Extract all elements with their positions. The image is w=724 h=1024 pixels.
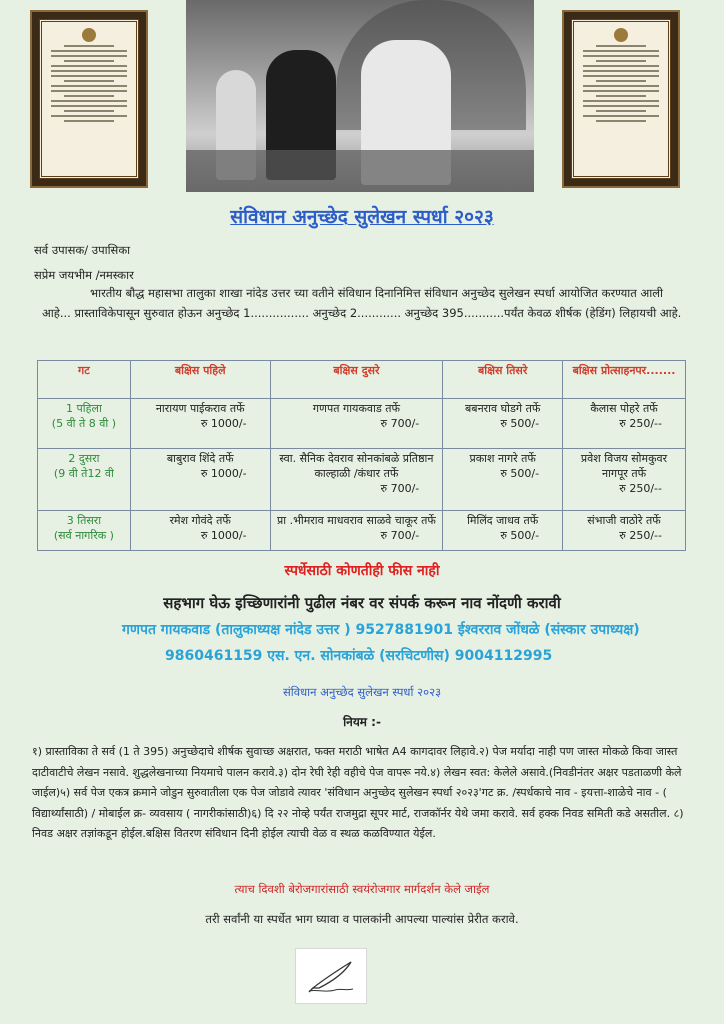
header-first-prize: बक्षिस पहिले — [130, 361, 270, 399]
prize-cell: मिलिंद जाधव तर्फे रु 500/- — [443, 511, 563, 551]
header-second-prize: बक्षिस दुसरे — [270, 361, 443, 399]
salutation: सर्व उपासक/ उपासिका — [34, 243, 131, 257]
prize-cell: नारायण पाईकराव तर्फे रु 1000/- — [130, 399, 270, 449]
greeting: सप्रेम जयभीम /नमस्कार — [34, 268, 134, 282]
prize-cell: संभाजी वाठोरे तर्फे रु 250/-- — [563, 511, 686, 551]
table-row — [38, 449, 686, 511]
prize-table-header — [38, 361, 686, 399]
contact-line-2: 9860461159 एस. एन. सोनकांबळे (सरचिटणीस) 9004112995 — [165, 648, 553, 664]
prize-cell: प्रवेश विजय सोमकुवर नागपूर तर्फे रु 250/-- — [563, 449, 686, 511]
prize-cell: कैलास पोहरे तर्फे रु 250/-- — [563, 399, 686, 449]
rules-text: १) प्रास्ताविका ते सर्व (1 ते 395) अनुच्छेदाचे शीर्षक सुवाच्छ अक्षरात, फक्त मराठी भाषेत A4 कागदावर लिहावे.२) पेज मर्यादा नाही पण जास्त मोकळे किवा जास्त दाटीवाटीचे लेखन नसावे. शुद्धलेखनाच्या नियमाचे पालन करावे.३) दोन रेघी रेही वहीचे पेज वापरू नये.४) लेखन स्वत: केलेले असावे.(निवडीनंतर अक्षर पडताळणी केले जाईल)५) सर्व पेज एकत्र क्रमाने जोडुन सुरुवातीला एक पेज जोडावे त्यावर 'संविधान अनुच्छेद सुलेखन स्पर्धा २०२३'गट क्र. /स्पर्धकाचे नाव - इयत्ता-शाळेचे नाव - ( विद्यार्थ्यांसाठी) / मोबाईल क्र- व्यवसाय ( नागरीकांसाठी)६) दि २२ नोव्हे पर्यंत राजमुद्रा सूपर मार्ट, राजकॉर्नर येथे जमा करावे. सर्व हक्क निवड समिती कडे असतील. ८) निवड अक्षर तज्ञांकडून होईल.बक्षिस वितरण संविधान दिनी होईल त्याची वेळ व स्थळ कळविण्यात येईल. — [32, 745, 684, 840]
prize-cell: स्वा. सैनिक देवराव सोनकांबळे प्रतिष्ठान काल्हाळी /कंधार तर्फे रु 700/- — [270, 449, 443, 511]
group-cell: 3 तिसरा (सर्व नागरिक ) — [38, 511, 131, 551]
no-fee-notice: स्पर्धेसाठी कोणतीही फीस नाही — [284, 563, 440, 579]
prize-cell: गणपत गायकवाड तर्फे रु 700/- — [270, 399, 443, 449]
historic-photo — [186, 0, 534, 192]
quill-pen-icon — [295, 948, 367, 1004]
header-consolation-prize: बक्षिस प्रोत्साहनपर....... — [563, 361, 686, 399]
header-group: गट — [38, 361, 131, 399]
constitution-preamble-image-right — [562, 10, 680, 188]
constitution-preamble-image-left — [30, 10, 148, 188]
career-guidance-notice: त्याच दिवशी बेरोजगारांसाठी स्वयंरोजगार मार्गदर्शन केले जाईल — [234, 882, 490, 896]
prize-cell: बबनराव घोडगे तर्फे रु 500/- — [443, 399, 563, 449]
group-cell: 2 दुसरा (9 वी ते12 वी — [38, 449, 131, 511]
prize-cell: प्रकाश नागरे तर्फे रु 500/- — [443, 449, 563, 511]
page-title: संविधान अनुच्छेद सुलेखन स्पर्धा २०२३ — [230, 206, 494, 228]
intro-paragraph: भारतीय बौद्ध महासभा तालुका शाखा नांदेड उत्तर च्या वतीने संविधान दिनानिमित्त संविधान अनुच्छेद सुलेखन स्पर्धा आयोजित करण्यात आली आहे... प्रास्ताविकेपासून सुरुवात होऊन अनुच्छेद 1................ अनुच्छेद 2............ अनुच्छेद 395...........पर्यंत केवळ शीर्षक (हेडिंग) लिहायची आहे. — [42, 286, 682, 320]
table-row — [38, 399, 686, 449]
group-cell: 1 पहिला (5 वी ते 8 वी ) — [38, 399, 131, 449]
contact-line-1: गणपत गायकवाड (तालुकाध्यक्ष नांदेड उत्तर ) 9527881901 ईश्वरराव जोंधळे (संस्कार उपाध्यक्ष) — [122, 622, 640, 638]
contact-heading: सहभाग घेऊ इच्छिणारांनी पुढील नंबर वर संपर्क करून नाव नोंदणी करावी — [163, 594, 561, 612]
prize-cell: रमेश गोवंदे तर्फे रु 1000/- — [130, 511, 270, 551]
closing-line: तरी सर्वांनी या स्पर्धेत भाग घ्यावा व पालकांनी आपल्या पाल्यांस प्रेरीत करावे. — [205, 912, 519, 926]
subtitle: संविधान अनुच्छेद सुलेखन स्पर्धा २०२३ — [282, 685, 442, 699]
header-images — [0, 0, 724, 196]
prize-cell: प्रा .भीमराव माधवराव साळवे चाकूर तर्फे रु 700/- — [270, 511, 443, 551]
prize-cell: बाबुराव शिंदे तर्फे रु 1000/- — [130, 449, 270, 511]
rules-heading: नियम :- — [343, 715, 381, 729]
header-third-prize: बक्षिस तिसरे — [443, 361, 563, 399]
prize-table — [37, 360, 686, 551]
table-row — [38, 511, 686, 551]
